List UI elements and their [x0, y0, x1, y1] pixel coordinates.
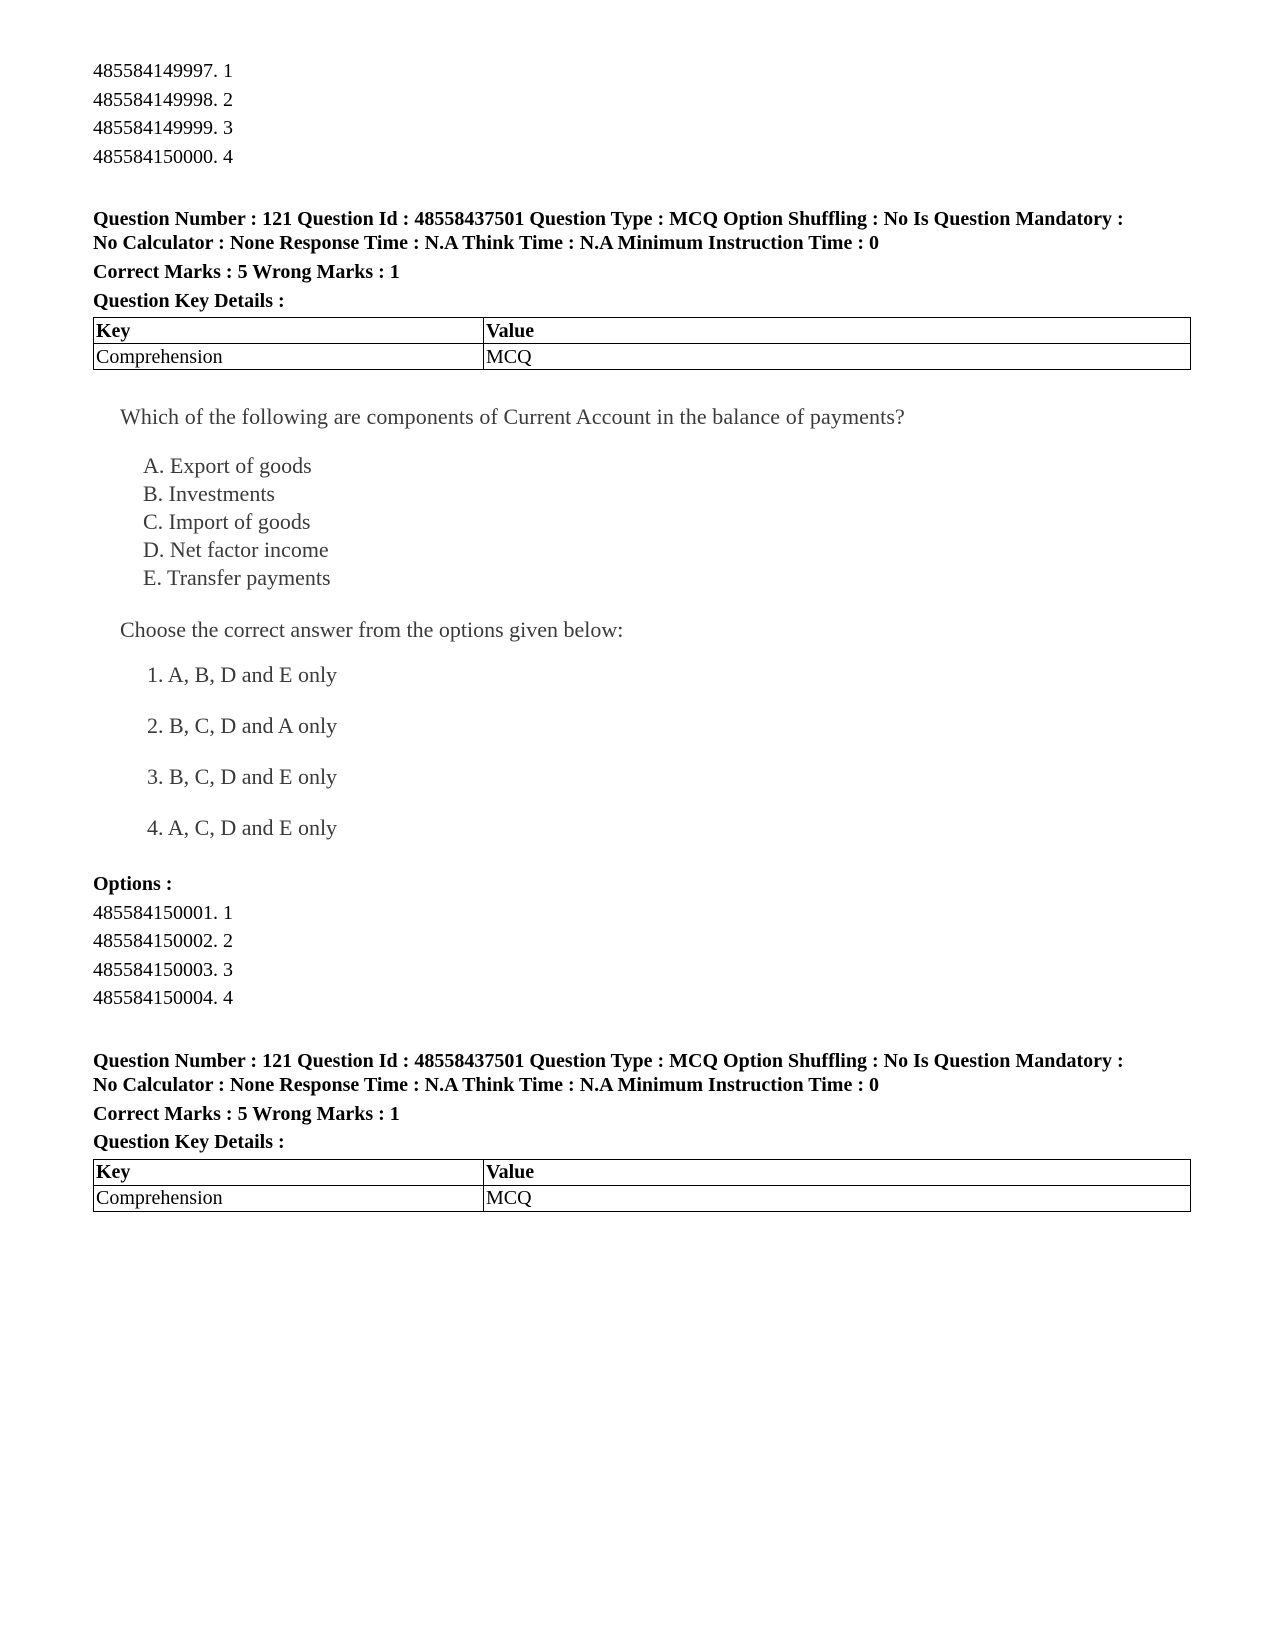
statement-item: B. Investments	[143, 481, 275, 506]
table-cell: Comprehension	[94, 1185, 484, 1211]
table-header-cell: Value	[484, 318, 1191, 344]
key-details-label: Question Key Details :	[93, 289, 285, 312]
question-image	[110, 392, 960, 864]
question-block	[93, 1049, 1193, 1212]
choose-instruction: Choose the correct answer from the options given below:	[120, 617, 624, 642]
option-item: 485584150004. 4	[93, 987, 233, 1009]
table-header-cell: Key	[94, 318, 484, 344]
statement-list	[143, 452, 331, 592]
previous-options-list	[93, 57, 1193, 171]
key-details-label: Question Key Details :	[93, 1131, 285, 1153]
question-block	[93, 207, 1193, 1013]
statement-item: E. Transfer payments	[143, 565, 331, 590]
option-item: 485584150002. 2	[93, 930, 233, 952]
option-item: 485584150001. 1	[93, 901, 233, 924]
marks-line: Correct Marks : 5 Wrong Marks : 1	[93, 1102, 400, 1125]
question-meta-line: No Calculator : None Response Time : N.A Think Time : N.A Minimum Instruction Time : 0	[93, 232, 879, 254]
answer-choice: 3. B, C, D and E only	[147, 764, 338, 789]
question-meta-line: No Calculator : None Response Time : N.A Think Time : N.A Minimum Instruction Time : 0	[93, 1073, 879, 1096]
question-meta	[93, 207, 1193, 255]
question-meta	[93, 1049, 1193, 1097]
answer-choice: 2. B, C, D and A only	[147, 713, 338, 738]
option-item: 485584150003. 3	[93, 958, 233, 981]
statement-item: C. Import of goods	[143, 509, 311, 534]
table-header-cell: Value	[484, 1159, 1191, 1185]
table-cell: MCQ	[484, 1185, 1191, 1211]
table-cell: MCQ	[484, 344, 1191, 370]
options-label: Options :	[93, 873, 173, 895]
table-cell: Comprehension	[94, 344, 484, 370]
question-meta-line: Question Number : 121 Question Id : 48558437501 Question Type : MCQ Option Shuffling : No Is Question Mandatory :	[93, 1049, 1124, 1072]
table-header-row	[94, 318, 1191, 344]
table-row	[94, 1185, 1191, 1211]
statement-item: A. Export of goods	[143, 453, 312, 478]
key-details-table	[93, 1159, 1191, 1212]
answer-choice: 1. A, B, D and E only	[147, 662, 338, 687]
table-header-cell: Key	[94, 1159, 484, 1185]
table-header-row	[94, 1159, 1191, 1185]
question-text: Which of the following are components of Current Account in the balance of payments?	[120, 404, 905, 429]
option-item: 485584149998. 2	[93, 88, 233, 111]
answer-choice: 4. A, C, D and E only	[147, 815, 338, 840]
option-item: 485584150000. 4	[93, 145, 233, 168]
question-meta-line: Question Number : 121 Question Id : 48558437501 Question Type : MCQ Option Shuffling : No Is Question Mandatory :	[93, 208, 1124, 230]
option-item: 485584149997. 1	[93, 60, 233, 82]
statement-item: D. Net factor income	[143, 537, 329, 562]
marks-line: Correct Marks : 5 Wrong Marks : 1	[93, 261, 400, 283]
option-item: 485584149999. 3	[93, 117, 233, 139]
document-page	[93, 57, 1193, 1212]
options-list	[93, 899, 1193, 1013]
table-row	[94, 344, 1191, 370]
key-details-table	[93, 317, 1191, 370]
